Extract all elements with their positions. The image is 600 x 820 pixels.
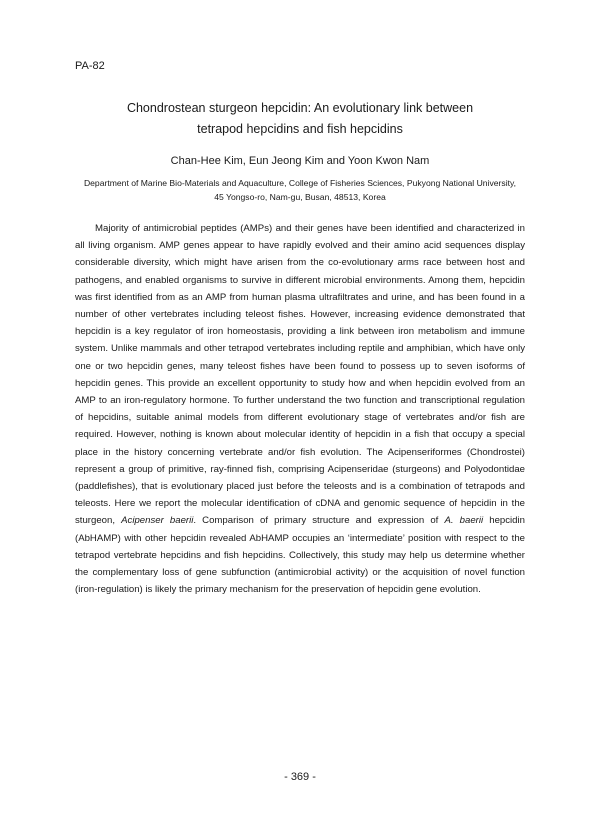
paper-title bbox=[60, 98, 540, 140]
title-line-1: Chondrostean sturgeon hepcidin: An evolutionary link between bbox=[126, 101, 474, 115]
abstract-text-3: hepcidin (AbHAMP) with other hepcidin revealed AbHAMP occupies an ‘intermediate’ position with respect to the tetrapod vertebrate hepcidins and fish hepcidins. Collectively, this study may help us determine whether the complementary loss of gene subfunction (antimicrobial activity) or the acquisition of novel function (iron-regulation) is likely the primary mechanism for the preservation of hepcidin gene evolution. bbox=[75, 515, 525, 596]
affiliation bbox=[66, 176, 534, 204]
affiliation-line-1: Department of Marine Bio-Materials and Aquaculture, College of Fisheries Sciences, Pukyong National University, bbox=[83, 178, 517, 188]
abstract-text-1: Majority of antimicrobial peptides (AMPs) and their genes have been identified and characterized in all living organism. AMP genes appear to have rapidly evolved and their amino acid sequences display considerable diversity, which might have arisen from the co-evolutionary arms race between host and pathogens, and enabled organisms to survive in different microbial environments. Among them, hepcidin was first identified from as an AMP from human plasma ultrafiltrates and urine, and has been found in a number of other vertebrates including teleost fishes. However, increasing evidence demonstrated that hepcidin is a key regulator of iron homeostasis, providing a link between iron metabolism and immune system. Unlike mammals and other tetrapod vertebrates including reptile and amphibian, which have only one or two hepcidin genes, many teleost fishes have been found to possess up to seven isoforms of hepcidin genes. This provide an excellent opportunity to study how and when hepcidin evolved from an AMP to an iron-regulatory hormone. To further understand the two function and transcriptional regulation of hepcidins, suitable animal models from different evolutionary stage of vertebrates and/or fish are required. However, nothing is known about molecular identity of hepcidin in a fish that occupy a special place in the history concerning vertebrate and/or fish evolution. The Acipenseriformes (Chondrostei) represent a group of primitive, ray-finned fish, comprising Acipenseridae (sturgeons) and Polyodontidae (paddlefishes), that is evolutionary placed just before the teleosts and is a combination of tetrapods and teleosts. Here we report the molecular identification of cDNA and genomic sequence of hepcidin in the sturgeon, bbox=[75, 223, 525, 527]
title-line-2: tetrapod hepcidins and fish hepcidins bbox=[197, 122, 403, 136]
species-name: Acipenser baerii bbox=[121, 515, 194, 527]
author-list: Chan-Hee Kim, Eun Jeong Kim and Yoon Kwon Nam bbox=[170, 155, 430, 167]
abstract-body bbox=[75, 220, 525, 598]
abstract-code: PA-82 bbox=[75, 60, 105, 72]
abstract-text-2: . Comparison of primary structure and expression of bbox=[193, 515, 445, 527]
page-number: - 369 - bbox=[284, 771, 316, 783]
affiliation-line-2: 45 Yongso-ro, Nam-gu, Busan, 48513, Korea bbox=[214, 192, 386, 202]
species-abbrev: A. baerii bbox=[444, 515, 484, 527]
